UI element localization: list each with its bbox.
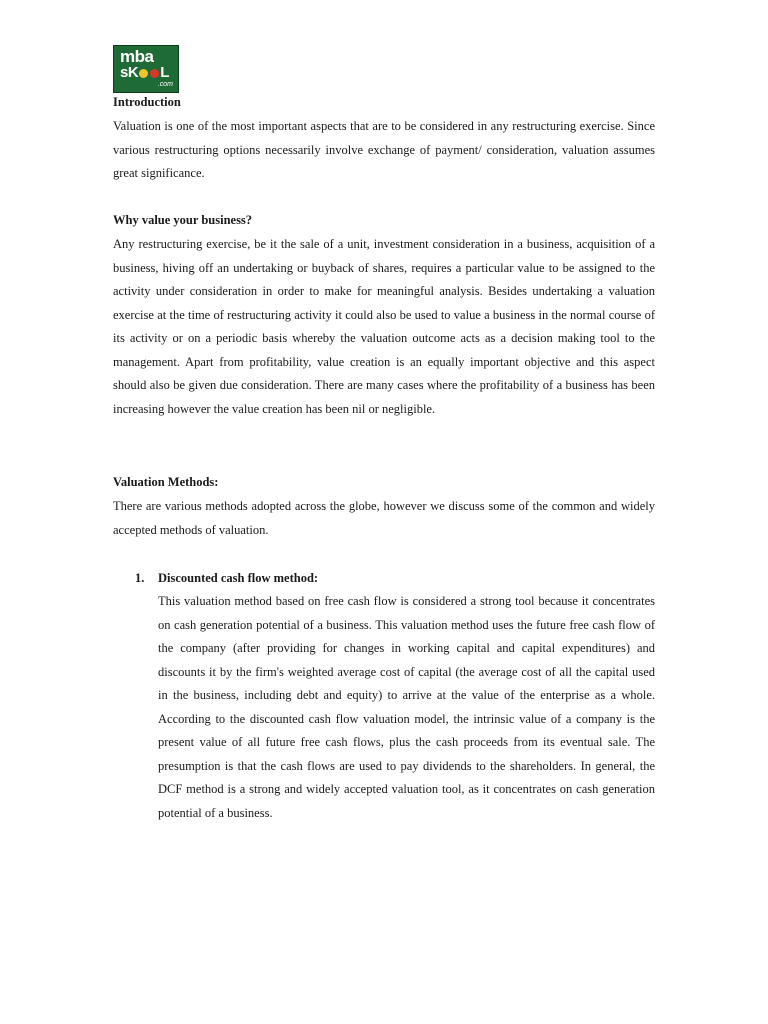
- list-item-number: 1.: [135, 571, 145, 585]
- logo-ball-icon: [139, 69, 148, 78]
- valuation-methods-paragraph: There are various methods adopted across the globe, however we discuss some of the common and widely accepted methods of valuation.: [113, 499, 655, 537]
- dcf-method-heading: Discounted cash flow method:: [158, 571, 319, 585]
- dcf-method-paragraph: This valuation method based on free cash flow is considered a strong tool because it concentrates on cash generation potential of a business. This valuation method uses the future free cash flow of the company (after providing for changes in working capital and capital expenditures) and discounts it by the firm's weighted average cost of capital (the average cost of all the capital used in the business, including debt and equity) to arrive at the value of the enterprise as a whole. According to the discounted cash flow valuation model, the intrinsic value of a company is the present value of all future free cash flows, plus the cash proceeds from its eventual sale. The presumption is that the cash flows are used to pay dividends to the shareholders. In general, the DCF method is a strong and widely accepted valuation tool, as it concentrates on cash generation potential of a business.: [158, 594, 655, 820]
- introduction-paragraph: Valuation is one of the most important aspects that are to be considered in any restructuring exercise. Since various restructuring options necessarily involve exchange of payment/ consideration, valuation assumes great significance.: [113, 119, 655, 180]
- logo-ball-icon: [150, 69, 159, 78]
- logo-text-top: mba: [120, 47, 154, 66]
- logo-text-middle: [120, 65, 169, 81]
- logo-text-sk: sK: [120, 64, 139, 81]
- introduction-heading: Introduction: [113, 95, 181, 109]
- mbaskool-logo: [113, 45, 179, 93]
- logo-text-l: L: [160, 64, 169, 81]
- valuation-methods-heading: Valuation Methods:: [113, 475, 219, 489]
- why-value-heading: Why value your business?: [113, 213, 253, 227]
- why-value-paragraph: Any restructuring exercise, be it the sale of a unit, investment consideration in a business, acquisition of a business, hiving off an undertaking or buyback of shares, requires a particular value to be assigned to the activity under consideration in order to make for meaningful analysis. Besides undertaking a valuation exercise at the time of restructuring activity it could also be used to value a business in the normal course of its activity or on a periodic basis whereby the valuation outcome acts as a decision making tool to the management. Apart from profitability, value creation is an equally important objective and this aspect should also be given due consideration. There are many cases where the profitability of a business has been increasing however the value creation has been nil or negligible.: [113, 237, 655, 416]
- logo-text-domain: .com: [157, 81, 173, 88]
